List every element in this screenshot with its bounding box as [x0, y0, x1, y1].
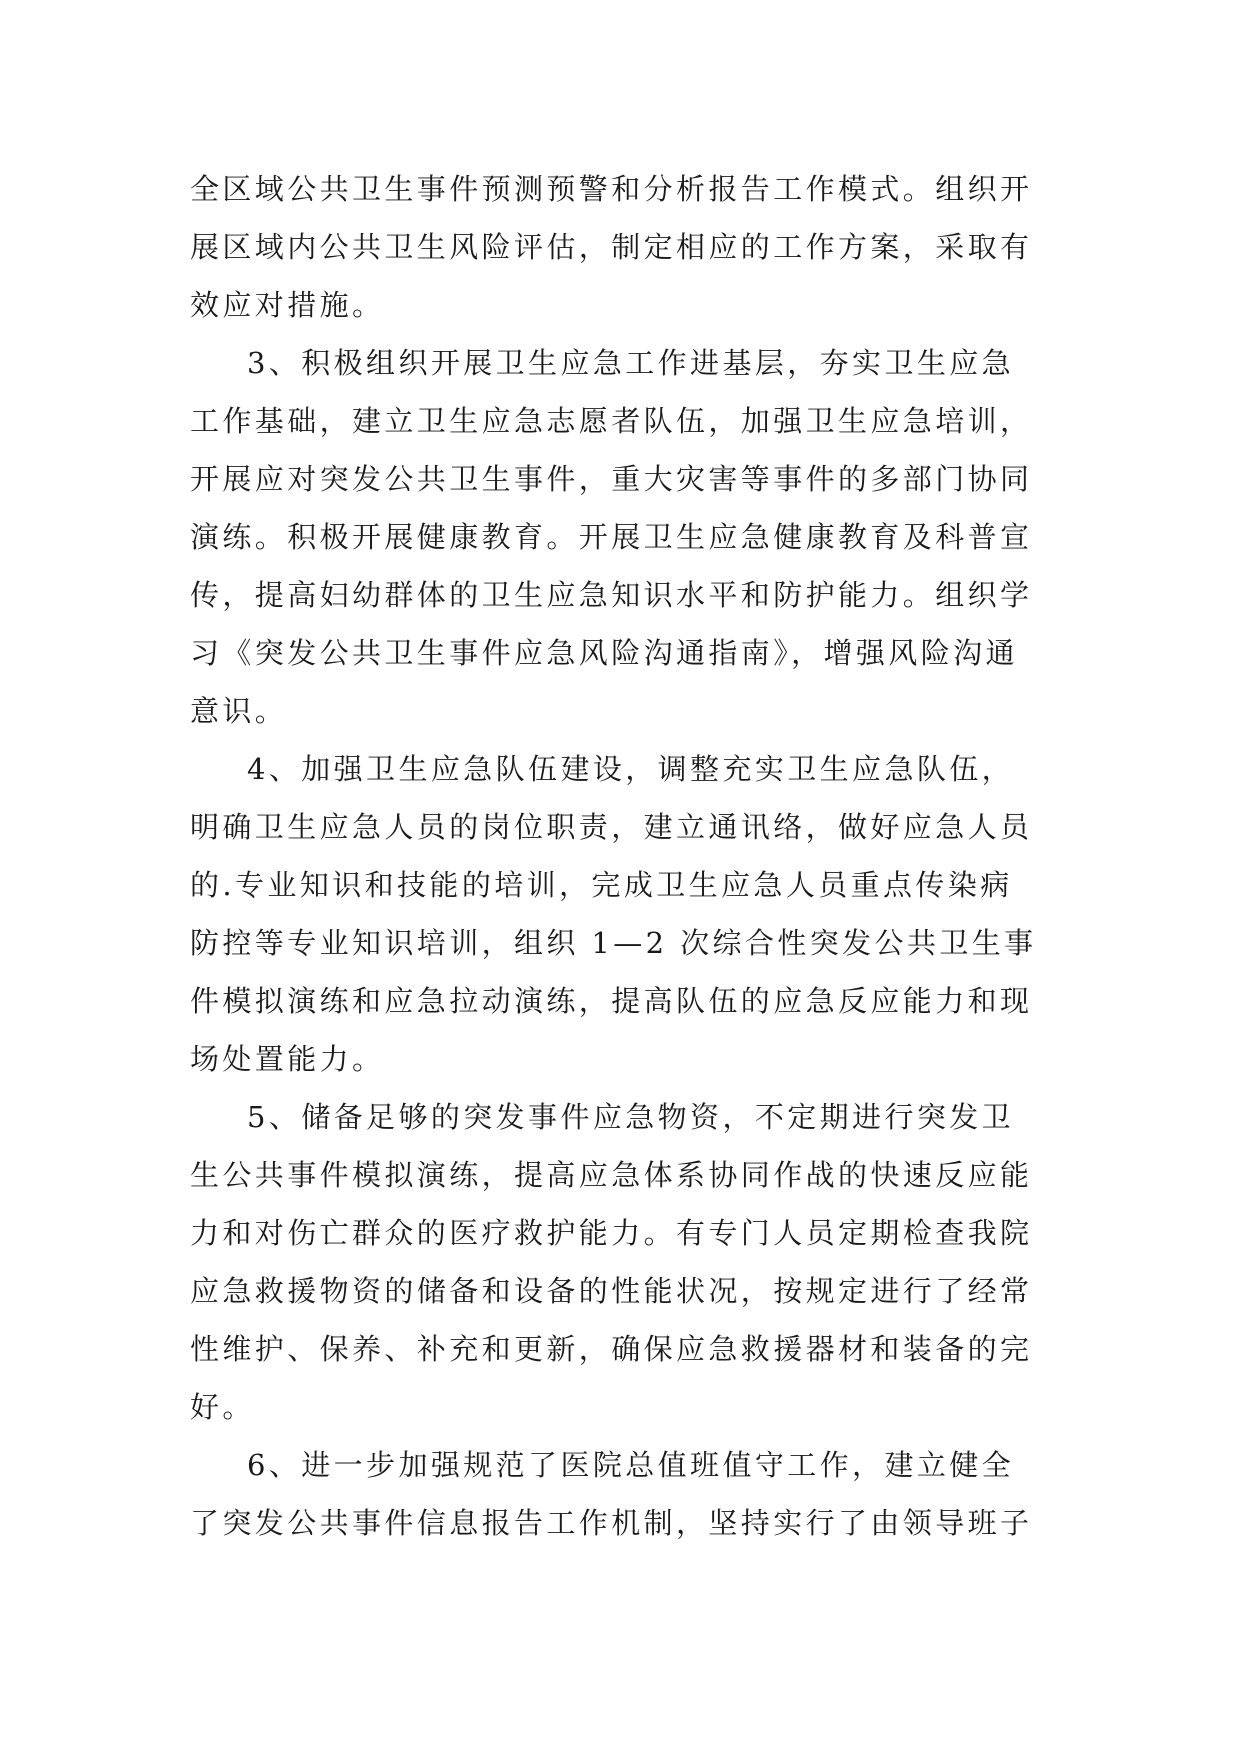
text-line: 好。	[190, 1390, 255, 1424]
text-line: 工作基础，建立卫生应急志愿者队伍，加强卫生应急培训，	[190, 404, 1033, 438]
document-body	[190, 160, 1070, 1552]
text-line: 展区域内公共卫生风险评估，制定相应的工作方案，采取有	[190, 230, 1033, 264]
text-line: 力和对伤亡群众的医疗救护能力。有专门人员定期检查我院	[190, 1216, 1033, 1250]
text-line: 习《突发公共卫生事件应急风险沟通指南》，增强风险沟通	[190, 636, 1018, 670]
text-line: 的.专业知识和技能的培训，完成卫生应急人员重点传染病	[190, 868, 1013, 902]
text-line: 效应对措施。	[190, 288, 385, 322]
paragraph-3-first-line: 3、积极组织开展卫生应急工作进基层，夯实卫生应急	[247, 346, 1015, 380]
text-line: 意识。	[190, 694, 288, 728]
text-line: 全区域公共卫生事件预测预警和分析报告工作模式。组织开	[190, 172, 1033, 206]
text-line: 性维护、保养、补充和更新，确保应急救援器材和装备的完	[190, 1332, 1033, 1366]
text-line: 了突发公共事件信息报告工作机制，坚持实行了由领导班子	[190, 1506, 1033, 1540]
text-line: 防控等专业知识培训，组织 1—2 次综合性突发公共卫生事	[190, 926, 1037, 960]
text-line: 明确卫生应急人员的岗位职责，建立通讯络，做好应急人员	[190, 810, 1033, 844]
text-line: 件模拟演练和应急拉动演练，提高队伍的应急反应能力和现	[190, 984, 1033, 1018]
text-line: 应急救援物资的储备和设备的性能状况，按规定进行了经常	[190, 1274, 1033, 1308]
text-line: 传，提高妇幼群体的卫生应急知识水平和防护能力。组织学	[190, 578, 1033, 612]
text-line: 开展应对突发公共卫生事件，重大灾害等事件的多部门协同	[190, 462, 1033, 496]
text-line: 场处置能力。	[190, 1042, 385, 1076]
paragraph-5-first-line: 5、储备足够的突发事件应急物资，不定期进行突发卫	[247, 1100, 1015, 1134]
text-line: 演练。积极开展健康教育。开展卫生应急健康教育及科普宣	[190, 520, 1033, 554]
text-line: 生公共事件模拟演练，提高应急体系协同作战的快速反应能	[190, 1158, 1033, 1192]
paragraph-6-first-line: 6、进一步加强规范了医院总值班值守工作，建立健全	[247, 1448, 1015, 1482]
paragraph-4-first-line: 4、加强卫生应急队伍建设，调整充实卫生应急队伍，	[247, 752, 1015, 786]
